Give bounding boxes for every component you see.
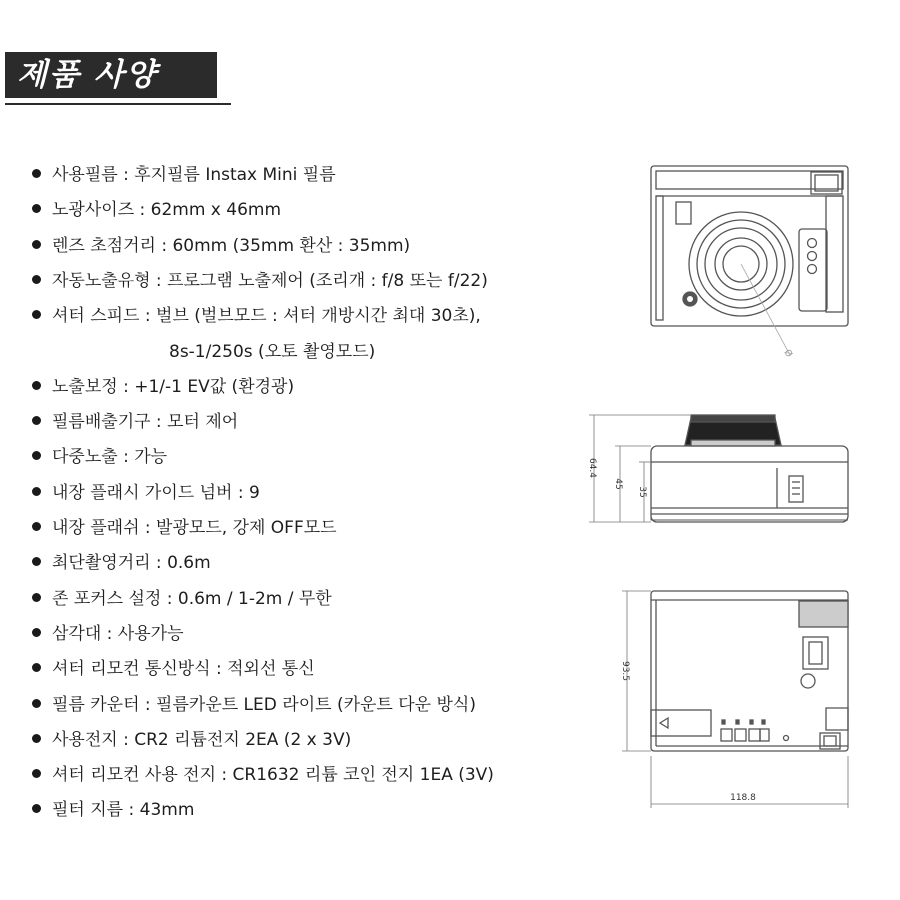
spec-text: 삼각대 : 사용가능 bbox=[52, 624, 184, 644]
dimension-side-height-inner: 35 bbox=[637, 486, 647, 498]
spec-text: 사용필름 : 후지필름 Instax Mini 필름 bbox=[52, 165, 336, 185]
spec-text: 다중노출 : 가능 bbox=[52, 447, 168, 467]
spec-text: 셔터 스피드 : 벌브 (벌브모드 : 셔터 개방시간 최대 30초), bbox=[52, 306, 481, 326]
camera-top-view bbox=[651, 591, 848, 751]
spec-text: 필름배출기구 : 모터 제어 bbox=[52, 412, 239, 432]
dimension-top-depth: 93.5 bbox=[620, 660, 630, 682]
spec-text: 8s-1/250s (오토 촬영모드) bbox=[169, 342, 376, 362]
camera-side-view bbox=[651, 415, 848, 522]
spec-text: 최단촬영거리 : 0.6m bbox=[52, 553, 211, 573]
spec-text: 필터 지름 : 43mm bbox=[52, 800, 195, 820]
spec-text: 셔터 리모컨 통신방식 : 적외선 통신 bbox=[52, 659, 315, 679]
page-title: 제품 사양 bbox=[17, 57, 158, 93]
spec-text: 렌즈 초점거리 : 60mm (35mm 환산 : 35mm) bbox=[52, 236, 411, 256]
spec-text: 노광사이즈 : 62mm x 46mm bbox=[52, 200, 282, 220]
spec-text: 자동노출유형 : 프로그램 노출제어 (조리개 : f/8 또는 f/22) bbox=[52, 271, 488, 291]
spec-text: 존 포커스 설정 : 0.6m / 1-2m / 무한 bbox=[52, 589, 332, 609]
front-lens-callout: Ø bbox=[781, 347, 794, 360]
dimension-side-height-total: 64.4 bbox=[587, 457, 597, 479]
side-view-dimensions bbox=[589, 415, 690, 522]
camera-front-view bbox=[651, 166, 848, 355]
spec-text: 사용전지 : CR2 리튬전지 2EA (2 x 3V) bbox=[52, 730, 352, 750]
spec-text: 노출보정 : +1/-1 EV값 (환경광) bbox=[52, 377, 295, 397]
spec-text: 내장 플래시 가이드 넘버 : 9 bbox=[52, 483, 260, 503]
dimension-side-height-body: 45 bbox=[613, 478, 623, 490]
spec-text: 필름 카운터 : 필름카운트 LED 라이트 (카운트 다운 방식) bbox=[52, 695, 476, 715]
spec-text: 내장 플래쉬 : 발광모드, 강제 OFF모드 bbox=[52, 518, 337, 538]
dimension-top-width: 118.8 bbox=[730, 793, 756, 803]
spec-text: 셔터 리모컨 사용 전지 : CR1632 리튬 코인 전지 1EA (3V) bbox=[52, 765, 494, 785]
